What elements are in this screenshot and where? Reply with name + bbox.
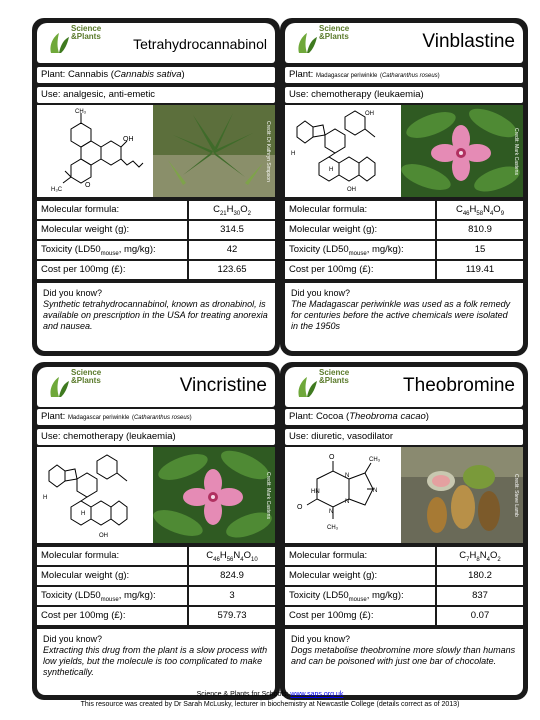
plant-row: Plant: Cocoa (Theobroma cacao) [285, 409, 523, 425]
photo-credit: Credit: Dr Kathryn Simpson [265, 120, 271, 182]
svg-text:CH₃: CH₃ [327, 525, 339, 531]
cost-row: Cost per 100mg (£): 579.73 [37, 607, 275, 625]
photo-credit: Credit: Steve Lamb [513, 473, 519, 517]
svg-text:H: H [43, 495, 48, 501]
plant-photo [401, 447, 523, 543]
logo-text: Science &Plants [71, 368, 102, 385]
plant-row: Plant: Cannabis (Cannabis sativa) [37, 67, 275, 83]
plant-row: Plant: Madagascar periwinkle (Catharanthus roseus) [285, 67, 523, 83]
formula-row: Molecular formula: $C_{46}H_{56}N_4O_{10}$ [37, 547, 275, 565]
formula-value: $C_{21}H_{30}O_2$ [189, 201, 275, 219]
logo-text: Science &Plants [319, 368, 350, 385]
use-row: Use: diuretic, vasodilator [285, 429, 523, 445]
card-vinblastine [280, 18, 528, 356]
toxicity-row: Toxicity ($LD50_{mouse}$, mg/kg): 3 [37, 587, 275, 605]
card-title: Vinblastine [422, 31, 515, 52]
svg-text:CH₃: CH₃ [369, 457, 381, 463]
svg-text:H: H [81, 511, 86, 517]
photo-credit: Credit: Mark Castens [265, 471, 271, 519]
svg-text:HN: HN [311, 489, 320, 495]
weight-row: Molecular weight (g): 824.9 [37, 567, 275, 585]
card-title-bar [37, 23, 275, 63]
footer-line-1: Science & Plants for Schools: www.saps.org.uk [196, 691, 344, 698]
card-vincristine [32, 362, 280, 700]
card-title: Tetrahydrocannabinol [133, 36, 267, 52]
card-theobromine [280, 362, 528, 700]
svg-text:O: O [297, 504, 303, 511]
use-row: Use: chemotherapy (leukaemia) [37, 429, 275, 445]
weight-row: Molecular weight (g): 180.2 [285, 567, 523, 585]
molecule-structure [289, 107, 393, 195]
toxicity-row: Toxicity ($LD50_{mouse}$, mg/kg): 837 [285, 587, 523, 605]
image-area [285, 105, 523, 197]
card-title: Theobromine [403, 375, 515, 396]
weight-row: Molecular weight (g): 314.5 [37, 221, 275, 239]
toxicity-row: Toxicity ($LD50_{mouse}$, mg/kg): 42 [37, 241, 275, 259]
svg-text:OH: OH [99, 533, 108, 539]
plant-photo [401, 105, 523, 197]
svg-text:H: H [291, 151, 296, 157]
footer [0, 690, 540, 710]
molecule-structure [41, 107, 145, 195]
card-title-bar [285, 367, 523, 407]
card-title: Vincristine [179, 375, 267, 396]
formula-row: Molecular formula: $C_{46}H_{58}N_4O_9$ [285, 201, 523, 219]
did-you-know: Did you know? The Madagascar periwinkle was used as a folk remedy for centuries before the active chemicals were isolated in the 1950s [285, 283, 523, 351]
image-area [37, 447, 275, 543]
saps-website-link[interactable]: www.saps.org.uk [290, 691, 344, 698]
plant-photo [153, 105, 275, 197]
formula-value: $C_{46}H_{56}N_4O_{10}$ [189, 547, 275, 565]
toxicity-row: Toxicity ($LD50_{mouse}$, mg/kg): 15 [285, 241, 523, 259]
cost-row: Cost per 100mg (£): 0.07 [285, 607, 523, 625]
did-you-know: Did you know? Synthetic tetrahydrocannabinol, known as dronabinol, is available on prescription in the USA for treating anorexia and nausea. [37, 283, 275, 351]
card-title-bar [37, 367, 275, 407]
did-you-know: Did you know? Dogs metabolise theobromine more slowly than humans and can be poisoned with just one bar of chocolate. [285, 629, 523, 695]
formula-row: Molecular formula: $C_7H_8N_4O_2$ [285, 547, 523, 565]
photo-credit: Credit: Mark Castens [513, 127, 519, 175]
logo-text: Science &Plants [319, 24, 350, 41]
molecule-structure [289, 449, 393, 541]
svg-text:N: N [329, 509, 334, 515]
svg-text:OH: OH [347, 187, 356, 193]
footer-line-2: This resource was created by Dr Sarah McLusky, lecturer in biochemistry at Newcastle College (details correct as of 2013) [80, 701, 460, 708]
weight-row: Molecular weight (g): 810.9 [285, 221, 523, 239]
svg-text:H: H [329, 167, 334, 173]
logo-text: Science &Plants [71, 24, 102, 41]
svg-text:H₃C: H₃C [51, 187, 63, 193]
svg-text:OH: OH [123, 136, 134, 143]
svg-text:O: O [85, 182, 91, 189]
formula-row: Molecular formula: $C_{21}H_{30}O_2$ [37, 201, 275, 219]
did-you-know: Did you know? Extracting this drug from the plant is a slow process with low yields, but the molecule is too complicated to make synthetically. [37, 629, 275, 695]
plant-row: Plant: Madagascar periwinkle (Catharanthus roseus) [37, 409, 275, 425]
formula-value: $C_7H_8N_4O_2$ [437, 547, 523, 565]
cost-row: Cost per 100mg (£): 119.41 [285, 261, 523, 279]
card-tetrahydrocannabinol [32, 18, 280, 356]
use-row: Use: chemotherapy (leukaemia) [285, 87, 523, 103]
svg-text:N: N [373, 488, 378, 494]
card-title-bar [285, 23, 523, 63]
image-area [37, 105, 275, 197]
svg-text:N: N [345, 473, 350, 479]
molecule-structure [41, 449, 145, 541]
svg-text:O: O [329, 454, 335, 461]
svg-text:N: N [345, 499, 350, 505]
image-area [285, 447, 523, 543]
use-row: Use: analgesic, anti-emetic [37, 87, 275, 103]
formula-value: $C_{46}H_{58}N_4O_9$ [437, 201, 523, 219]
plant-photo [153, 447, 275, 543]
svg-text:OH: OH [365, 111, 374, 117]
cost-row: Cost per 100mg (£): 123.65 [37, 261, 275, 279]
svg-text:CH₃: CH₃ [75, 109, 87, 115]
